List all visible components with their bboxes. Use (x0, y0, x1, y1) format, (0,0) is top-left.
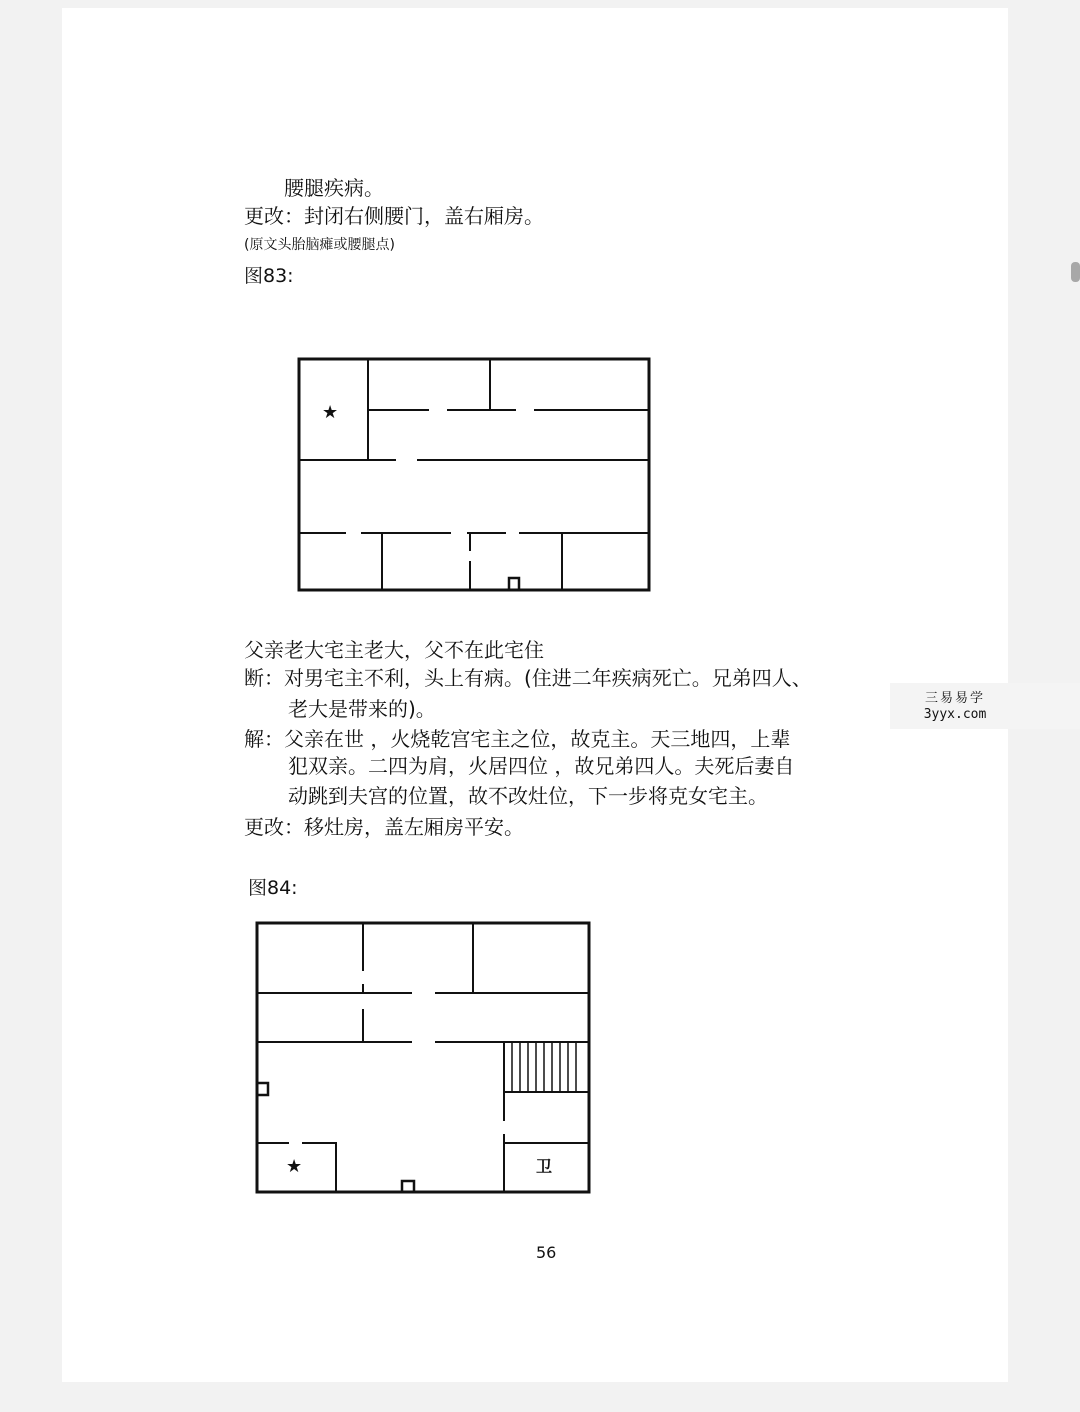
figure-84-label: 图84: (248, 877, 298, 899)
text-line-1: 腰腿疾病。 (284, 176, 384, 200)
text-paragraph-5: 犯双亲。二四为肩，火居四位 ，故兄弟四人。夫死后妻自 (288, 754, 795, 778)
text-paragraph-3: 老大是带来的)。 (288, 697, 436, 721)
text-paragraph-7: 更改：移灶房，盖左厢房平安。 (244, 815, 524, 839)
star-icon: ★ (286, 1156, 303, 1177)
watermark (890, 683, 1080, 729)
page-number: 56 (536, 1243, 557, 1262)
door-notch-icon (402, 1181, 414, 1192)
text-paragraph-4: 解：父亲在世 ，火烧乾宫宅主之位，故克主。天三地四，上辈 (244, 727, 791, 751)
floor-plan-83 (290, 350, 660, 600)
text-paragraph-6: 动跳到夫宫的位置，故不改灶位，下一步将克女宅主。 (288, 784, 768, 808)
watermark-title: 三易易学 (924, 691, 985, 706)
text-note: (原文头胎脑瘫或腰腿点) (244, 237, 395, 253)
text-line-2: 更改：封闭右侧腰门，盖右厢房。 (244, 204, 544, 228)
door-notch-icon (509, 578, 519, 590)
text-paragraph-2: 断：对男宅主不利，头上有病。(住进二年疾病死亡。兄弟四人、 (244, 666, 812, 690)
scrollbar-thumb[interactable] (1071, 262, 1080, 282)
toilet-symbol: 卫 (536, 1157, 553, 1176)
door-notch-icon (257, 1083, 268, 1095)
watermark-url: 3yyx.com (923, 707, 987, 722)
text-paragraph-1: 父亲老大宅主老大，父不在此宅住 (244, 638, 544, 662)
figure-83-label: 图83: (244, 265, 294, 287)
star-icon: ★ (322, 402, 339, 423)
